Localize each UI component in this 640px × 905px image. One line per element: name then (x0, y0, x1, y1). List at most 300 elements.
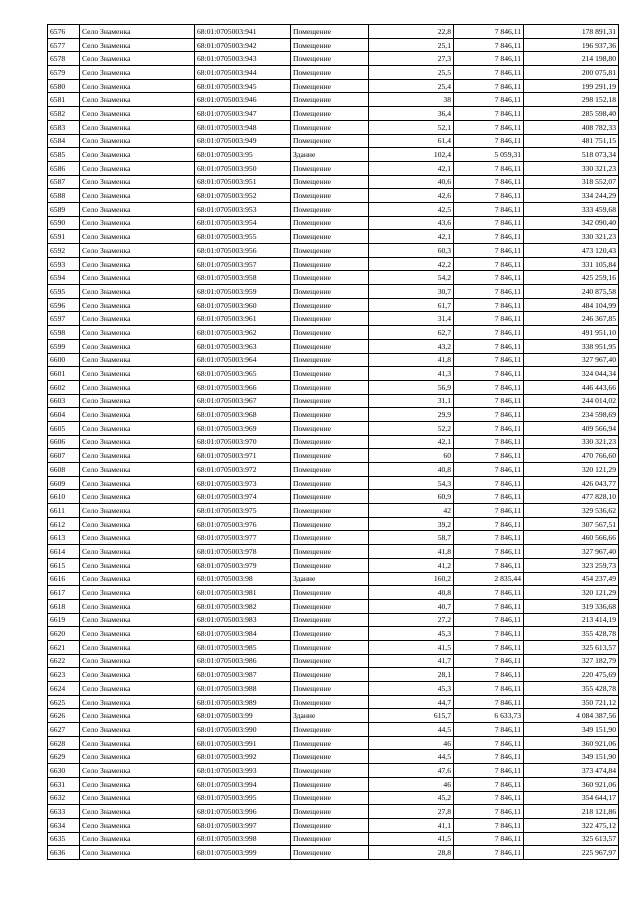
unit-value-cell: 7 846,11 (454, 476, 524, 490)
cadastral-value-cell: 477 828,10 (524, 490, 619, 504)
unit-value-cell: 7 846,11 (454, 463, 524, 477)
area-cell: 40,7 (369, 599, 454, 613)
row-number: 6619 (48, 613, 80, 627)
cadastral-number-cell: 68:01:0705003:955 (195, 230, 291, 244)
cadastral-value-cell: 318 552,07 (524, 175, 619, 189)
cadastral-number-cell: 68:01:0705003:982 (195, 599, 291, 613)
cadastral-value-cell: 331 105,84 (524, 257, 619, 271)
locality-cell: Село Знаменка (80, 640, 195, 654)
cadastral-value-cell: 213 414,19 (524, 613, 619, 627)
object-type-cell: Помещение (291, 791, 369, 805)
cadastral-value-table (47, 24, 619, 860)
object-type-cell: Помещение (291, 668, 369, 682)
locality-cell: Село Знаменка (80, 709, 195, 723)
cadastral-value-cell: 408 782,33 (524, 120, 619, 134)
unit-value-cell: 7 846,11 (454, 777, 524, 791)
object-type-cell: Помещение (291, 463, 369, 477)
row-number: 6577 (48, 38, 80, 52)
table-row (48, 107, 619, 121)
object-type-cell: Помещение (291, 545, 369, 559)
table-row (48, 668, 619, 682)
cadastral-number-cell: 68:01:0705003:959 (195, 285, 291, 299)
object-type-cell: Помещение (291, 832, 369, 846)
cadastral-number-cell: 68:01:0705003:993 (195, 764, 291, 778)
row-number: 6601 (48, 367, 80, 381)
object-type-cell: Помещение (291, 230, 369, 244)
locality-cell: Село Знаменка (80, 25, 195, 39)
row-number: 6627 (48, 723, 80, 737)
area-cell: 44,7 (369, 695, 454, 709)
object-type-cell: Помещение (291, 750, 369, 764)
locality-cell: Село Знаменка (80, 463, 195, 477)
row-number: 6584 (48, 134, 80, 148)
row-number: 6630 (48, 764, 80, 778)
unit-value-cell: 7 846,11 (454, 380, 524, 394)
cadastral-value-cell: 178 891,31 (524, 25, 619, 39)
object-type-cell: Помещение (291, 52, 369, 66)
locality-cell: Село Знаменка (80, 134, 195, 148)
area-cell: 43,2 (369, 339, 454, 353)
cadastral-number-cell: 68:01:0705003:951 (195, 175, 291, 189)
cadastral-value-cell: 491 951,10 (524, 326, 619, 340)
object-type-cell: Помещение (291, 531, 369, 545)
locality-cell: Село Знаменка (80, 777, 195, 791)
cadastral-number-cell: 68:01:0705003:973 (195, 476, 291, 490)
area-cell: 60,9 (369, 490, 454, 504)
unit-value-cell: 6 633,73 (454, 709, 524, 723)
cadastral-number-cell: 68:01:0705003:975 (195, 504, 291, 518)
locality-cell: Село Знаменка (80, 558, 195, 572)
area-cell: 41,1 (369, 818, 454, 832)
cadastral-value-cell: 425 259,16 (524, 271, 619, 285)
cadastral-value-cell: 473 120,43 (524, 244, 619, 258)
locality-cell: Село Знаменка (80, 367, 195, 381)
locality-cell: Село Знаменка (80, 66, 195, 80)
cadastral-value-cell: 327 967,40 (524, 353, 619, 367)
table-row (48, 476, 619, 490)
cadastral-value-cell: 322 475,12 (524, 818, 619, 832)
row-number: 6582 (48, 107, 80, 121)
table-row (48, 545, 619, 559)
object-type-cell: Помещение (291, 107, 369, 121)
table-row (48, 750, 619, 764)
cadastral-number-cell: 68:01:0705003:957 (195, 257, 291, 271)
area-cell: 41,3 (369, 367, 454, 381)
row-number: 6598 (48, 326, 80, 340)
area-cell: 102,4 (369, 148, 454, 162)
table-row (48, 38, 619, 52)
row-number: 6635 (48, 832, 80, 846)
table-row (48, 654, 619, 668)
table-row (48, 490, 619, 504)
row-number: 6583 (48, 120, 80, 134)
area-cell: 41,2 (369, 558, 454, 572)
row-number: 6597 (48, 312, 80, 326)
cadastral-value-cell: 324 044,34 (524, 367, 619, 381)
table-row (48, 517, 619, 531)
cadastral-value-cell: 330 321,23 (524, 435, 619, 449)
cadastral-number-cell: 68:01:0705003:944 (195, 66, 291, 80)
table-row (48, 682, 619, 696)
area-cell: 25,1 (369, 38, 454, 52)
locality-cell: Село Знаменка (80, 435, 195, 449)
unit-value-cell: 7 846,11 (454, 52, 524, 66)
unit-value-cell: 7 846,11 (454, 326, 524, 340)
unit-value-cell: 7 846,11 (454, 627, 524, 641)
cadastral-value-cell: 338 951,95 (524, 339, 619, 353)
area-cell: 39,2 (369, 517, 454, 531)
table-row (48, 244, 619, 258)
area-cell: 62,7 (369, 326, 454, 340)
object-type-cell: Помещение (291, 367, 369, 381)
table-row (48, 764, 619, 778)
object-type-cell: Помещение (291, 66, 369, 80)
unit-value-cell: 7 846,11 (454, 805, 524, 819)
locality-cell: Село Знаменка (80, 216, 195, 230)
unit-value-cell: 7 846,11 (454, 517, 524, 531)
unit-value-cell: 7 846,11 (454, 79, 524, 93)
cadastral-number-cell: 68:01:0705003:970 (195, 435, 291, 449)
cadastral-number-cell: 68:01:0705003:983 (195, 613, 291, 627)
cadastral-number-cell: 68:01:0705003:967 (195, 394, 291, 408)
object-type-cell: Помещение (291, 257, 369, 271)
object-type-cell: Помещение (291, 805, 369, 819)
unit-value-cell: 7 846,11 (454, 312, 524, 326)
unit-value-cell: 7 846,11 (454, 764, 524, 778)
object-type-cell: Помещение (291, 777, 369, 791)
object-type-cell: Здание (291, 572, 369, 586)
table-row (48, 380, 619, 394)
locality-cell: Село Знаменка (80, 189, 195, 203)
unit-value-cell: 7 846,11 (454, 93, 524, 107)
cadastral-value-cell: 330 321,23 (524, 161, 619, 175)
object-type-cell: Помещение (291, 394, 369, 408)
locality-cell: Село Знаменка (80, 394, 195, 408)
unit-value-cell: 7 846,11 (454, 134, 524, 148)
object-type-cell: Помещение (291, 285, 369, 299)
object-type-cell: Помещение (291, 189, 369, 203)
locality-cell: Село Знаменка (80, 517, 195, 531)
table-row (48, 572, 619, 586)
unit-value-cell: 7 846,11 (454, 531, 524, 545)
cadastral-number-cell: 68:01:0705003:996 (195, 805, 291, 819)
table-row (48, 134, 619, 148)
row-number: 6634 (48, 818, 80, 832)
table-row (48, 736, 619, 750)
table-row (48, 394, 619, 408)
object-type-cell: Помещение (291, 161, 369, 175)
table-row (48, 79, 619, 93)
cadastral-number-cell: 68:01:0705003:963 (195, 339, 291, 353)
object-type-cell: Помещение (291, 326, 369, 340)
area-cell: 41,8 (369, 545, 454, 559)
unit-value-cell: 7 846,11 (454, 682, 524, 696)
unit-value-cell: 7 846,11 (454, 38, 524, 52)
object-type-cell: Помещение (291, 599, 369, 613)
locality-cell: Село Знаменка (80, 695, 195, 709)
unit-value-cell: 7 846,11 (454, 367, 524, 381)
unit-value-cell: 7 846,11 (454, 189, 524, 203)
cadastral-number-cell: 68:01:0705003:995 (195, 791, 291, 805)
object-type-cell: Помещение (291, 380, 369, 394)
unit-value-cell: 7 846,11 (454, 175, 524, 189)
table-row (48, 148, 619, 162)
row-number: 6594 (48, 271, 80, 285)
area-cell: 42,6 (369, 189, 454, 203)
row-number: 6588 (48, 189, 80, 203)
object-type-cell: Помещение (291, 764, 369, 778)
row-number: 6625 (48, 695, 80, 709)
table-row (48, 805, 619, 819)
locality-cell: Село Знаменка (80, 627, 195, 641)
area-cell: 42,5 (369, 202, 454, 216)
table-row (48, 161, 619, 175)
cadastral-number-cell: 68:01:0705003:962 (195, 326, 291, 340)
unit-value-cell: 7 846,11 (454, 449, 524, 463)
area-cell: 46 (369, 736, 454, 750)
unit-value-cell: 7 846,11 (454, 339, 524, 353)
row-number: 6589 (48, 202, 80, 216)
cadastral-number-cell: 68:01:0705003:945 (195, 79, 291, 93)
cadastral-number-cell: 68:01:0705003:987 (195, 668, 291, 682)
unit-value-cell: 5 059,31 (454, 148, 524, 162)
locality-cell: Село Знаменка (80, 832, 195, 846)
unit-value-cell: 7 846,11 (454, 750, 524, 764)
area-cell: 31,1 (369, 394, 454, 408)
area-cell: 30,7 (369, 285, 454, 299)
object-type-cell: Помещение (291, 586, 369, 600)
table-row (48, 367, 619, 381)
cadastral-value-cell: 200 075,81 (524, 66, 619, 80)
area-cell: 27,2 (369, 613, 454, 627)
area-cell: 25,4 (369, 79, 454, 93)
row-number: 6633 (48, 805, 80, 819)
row-number: 6605 (48, 421, 80, 435)
unit-value-cell: 7 846,11 (454, 408, 524, 422)
area-cell: 60 (369, 449, 454, 463)
object-type-cell: Помещение (291, 421, 369, 435)
table-row (48, 298, 619, 312)
cadastral-number-cell: 68:01:0705003:977 (195, 531, 291, 545)
area-cell: 42,1 (369, 230, 454, 244)
row-number: 6596 (48, 298, 80, 312)
cadastral-number-cell: 68:01:0705003:985 (195, 640, 291, 654)
locality-cell: Село Знаменка (80, 161, 195, 175)
row-number: 6611 (48, 504, 80, 518)
object-type-cell: Помещение (291, 695, 369, 709)
table-row (48, 723, 619, 737)
unit-value-cell: 2 835,44 (454, 572, 524, 586)
area-cell: 47,6 (369, 764, 454, 778)
unit-value-cell: 7 846,11 (454, 394, 524, 408)
unit-value-cell: 7 846,11 (454, 723, 524, 737)
cadastral-number-cell: 68:01:0705003:946 (195, 93, 291, 107)
cadastral-number-cell: 68:01:0705003:941 (195, 25, 291, 39)
table-row (48, 613, 619, 627)
unit-value-cell: 7 846,11 (454, 654, 524, 668)
row-number: 6580 (48, 79, 80, 93)
unit-value-cell: 7 846,11 (454, 25, 524, 39)
table-row (48, 586, 619, 600)
cadastral-number-cell: 68:01:0705003:978 (195, 545, 291, 559)
row-number: 6612 (48, 517, 80, 531)
cadastral-number-cell: 68:01:0705003:992 (195, 750, 291, 764)
locality-cell: Село Знаменка (80, 175, 195, 189)
area-cell: 160,2 (369, 572, 454, 586)
object-type-cell: Помещение (291, 216, 369, 230)
table-row (48, 640, 619, 654)
cadastral-value-cell: 454 237,49 (524, 572, 619, 586)
row-number: 6602 (48, 380, 80, 394)
cadastral-value-cell: 354 644,17 (524, 791, 619, 805)
row-number: 6618 (48, 599, 80, 613)
table-row (48, 120, 619, 134)
unit-value-cell: 7 846,11 (454, 298, 524, 312)
row-number: 6587 (48, 175, 80, 189)
cadastral-value-cell: 349 151,90 (524, 723, 619, 737)
locality-cell: Село Знаменка (80, 79, 195, 93)
cadastral-value-cell: 426 043,77 (524, 476, 619, 490)
area-cell: 22,8 (369, 25, 454, 39)
unit-value-cell: 7 846,11 (454, 504, 524, 518)
cadastral-value-cell: 360 921,06 (524, 736, 619, 750)
area-cell: 58,7 (369, 531, 454, 545)
cadastral-number-cell: 68:01:0705003:990 (195, 723, 291, 737)
unit-value-cell: 7 846,11 (454, 695, 524, 709)
area-cell: 54,2 (369, 271, 454, 285)
cadastral-number-cell: 68:01:0705003:956 (195, 244, 291, 258)
area-cell: 25,5 (369, 66, 454, 80)
cadastral-number-cell: 68:01:0705003:969 (195, 421, 291, 435)
row-number: 6609 (48, 476, 80, 490)
object-type-cell: Помещение (291, 654, 369, 668)
table-row (48, 189, 619, 203)
row-number: 6579 (48, 66, 80, 80)
unit-value-cell: 7 846,11 (454, 66, 524, 80)
area-cell: 42,1 (369, 435, 454, 449)
cadastral-value-cell: 334 244,29 (524, 189, 619, 203)
area-cell: 41,5 (369, 832, 454, 846)
object-type-cell: Помещение (291, 435, 369, 449)
table-body (48, 25, 619, 860)
object-type-cell: Помещение (291, 202, 369, 216)
table-row (48, 271, 619, 285)
area-cell: 40,8 (369, 463, 454, 477)
area-cell: 61,7 (369, 298, 454, 312)
locality-cell: Село Знаменка (80, 668, 195, 682)
row-number: 6592 (48, 244, 80, 258)
table-row (48, 777, 619, 791)
table-row (48, 463, 619, 477)
unit-value-cell: 7 846,11 (454, 599, 524, 613)
table-row (48, 326, 619, 340)
locality-cell: Село Знаменка (80, 750, 195, 764)
locality-cell: Село Знаменка (80, 791, 195, 805)
locality-cell: Село Знаменка (80, 545, 195, 559)
cadastral-number-cell: 68:01:0705003:998 (195, 832, 291, 846)
cadastral-number-cell: 68:01:0705003:960 (195, 298, 291, 312)
object-type-cell: Помещение (291, 353, 369, 367)
object-type-cell: Помещение (291, 244, 369, 258)
object-type-cell: Помещение (291, 736, 369, 750)
cadastral-value-cell: 325 613,57 (524, 832, 619, 846)
row-number: 6593 (48, 257, 80, 271)
unit-value-cell: 7 846,11 (454, 257, 524, 271)
locality-cell: Село Знаменка (80, 257, 195, 271)
table-row (48, 25, 619, 39)
cadastral-value-cell: 320 121,29 (524, 463, 619, 477)
row-number: 6604 (48, 408, 80, 422)
cadastral-value-cell: 373 474,84 (524, 764, 619, 778)
table-row (48, 627, 619, 641)
area-cell: 46 (369, 777, 454, 791)
table-row (48, 832, 619, 846)
row-number: 6600 (48, 353, 80, 367)
locality-cell: Село Знаменка (80, 449, 195, 463)
object-type-cell: Помещение (291, 312, 369, 326)
row-number: 6578 (48, 52, 80, 66)
locality-cell: Село Знаменка (80, 846, 195, 860)
cadastral-value-cell: 214 198,80 (524, 52, 619, 66)
row-number: 6585 (48, 148, 80, 162)
locality-cell: Село Знаменка (80, 202, 195, 216)
locality-cell: Село Знаменка (80, 380, 195, 394)
object-type-cell: Помещение (291, 640, 369, 654)
area-cell: 45,3 (369, 627, 454, 641)
cadastral-number-cell: 68:01:0705003:994 (195, 777, 291, 791)
area-cell: 40,8 (369, 586, 454, 600)
table-row (48, 285, 619, 299)
unit-value-cell: 7 846,11 (454, 613, 524, 627)
cadastral-value-cell: 325 613,57 (524, 640, 619, 654)
table-row (48, 531, 619, 545)
row-number: 6590 (48, 216, 80, 230)
row-number: 6606 (48, 435, 80, 449)
cadastral-number-cell: 68:01:0705003:947 (195, 107, 291, 121)
object-type-cell: Помещение (291, 93, 369, 107)
locality-cell: Село Знаменка (80, 682, 195, 696)
object-type-cell: Помещение (291, 504, 369, 518)
area-cell: 45,3 (369, 682, 454, 696)
cadastral-value-cell: 330 321,23 (524, 230, 619, 244)
locality-cell: Село Знаменка (80, 408, 195, 422)
row-number: 6615 (48, 558, 80, 572)
object-type-cell: Помещение (291, 134, 369, 148)
unit-value-cell: 7 846,11 (454, 271, 524, 285)
locality-cell: Село Знаменка (80, 723, 195, 737)
cadastral-value-cell: 244 014,02 (524, 394, 619, 408)
locality-cell: Село Знаменка (80, 244, 195, 258)
row-number: 6599 (48, 339, 80, 353)
cadastral-number-cell: 68:01:0705003:972 (195, 463, 291, 477)
cadastral-value-cell: 333 459,68 (524, 202, 619, 216)
row-number: 6595 (48, 285, 80, 299)
area-cell: 42,1 (369, 161, 454, 175)
cadastral-number-cell: 68:01:0705003:988 (195, 682, 291, 696)
cadastral-number-cell: 68:01:0705003:965 (195, 367, 291, 381)
row-number: 6622 (48, 654, 80, 668)
unit-value-cell: 7 846,11 (454, 285, 524, 299)
cadastral-value-cell: 360 921,06 (524, 777, 619, 791)
unit-value-cell: 7 846,11 (454, 244, 524, 258)
row-number: 6591 (48, 230, 80, 244)
row-number: 6623 (48, 668, 80, 682)
row-number: 6629 (48, 750, 80, 764)
cadastral-value-cell: 327 967,40 (524, 545, 619, 559)
unit-value-cell: 7 846,11 (454, 353, 524, 367)
row-number: 6620 (48, 627, 80, 641)
object-type-cell: Помещение (291, 408, 369, 422)
